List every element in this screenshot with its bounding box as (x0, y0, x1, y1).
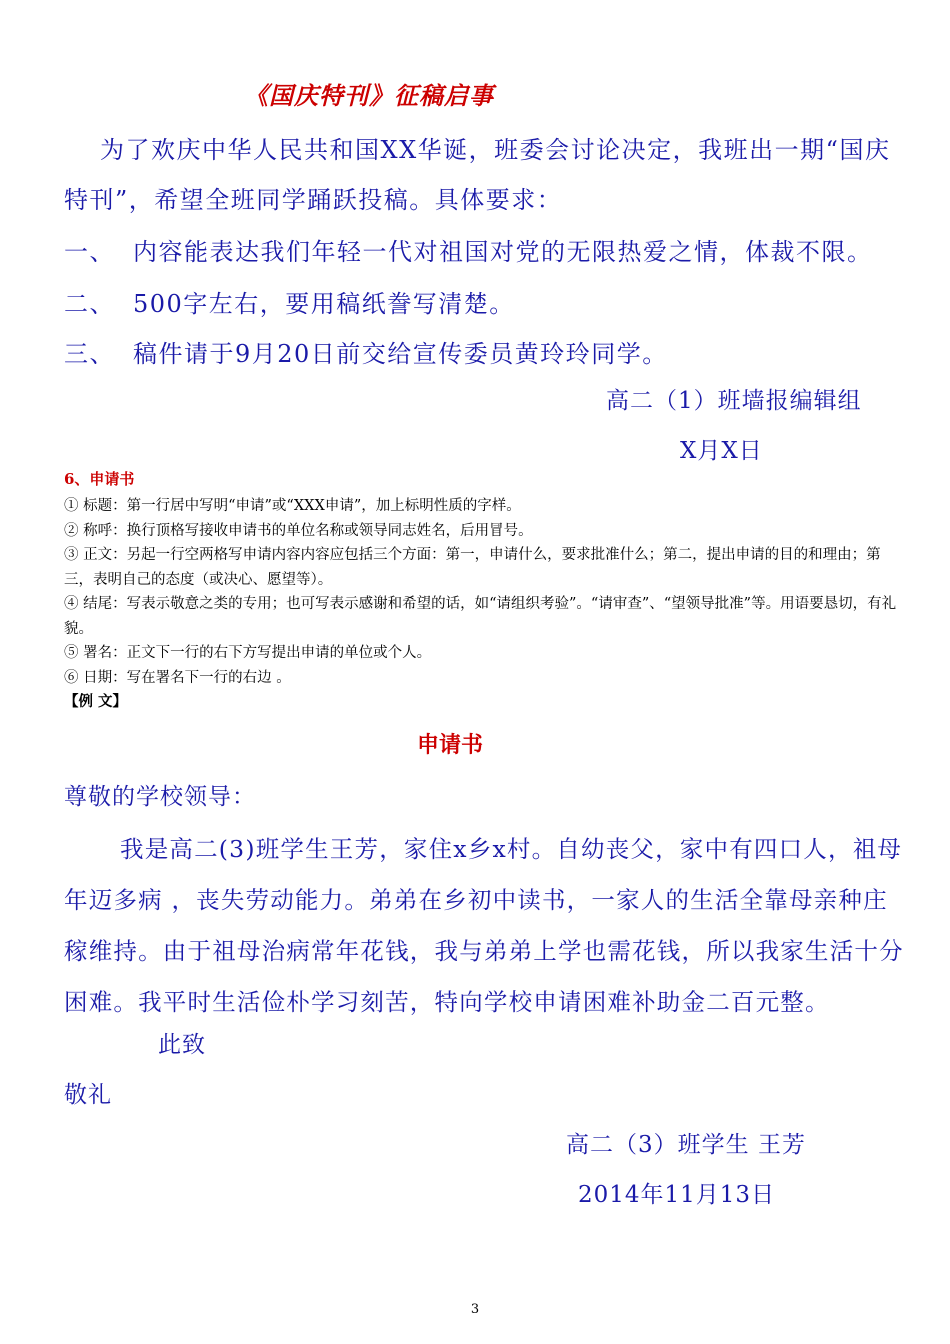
guide-item-signature: ⑤ 署名：正文下一行的右下方写提出申请的单位或个人。 (64, 645, 432, 661)
guide-item-title: ① 标题：第一行居中写明“申请”或“XXX申请”，加上标明性质的字样。 (64, 498, 521, 514)
guide-item-ending: ④ 结尾：写表示敬意之类的专用；也可写表示感谢和希望的话，如“请组织考验”。“请审查”、“望领导批准”等。用语要恳切，有礼貌。 (64, 596, 897, 637)
guide-item-date: ⑥ 日期：写在署名下一行的右边 。 (64, 669, 291, 686)
notice-item-3-number: 三、 (64, 340, 115, 368)
notice-item-2-text: 500字左右，要用稿纸誊写清楚。 (133, 290, 515, 318)
guide-heading: 6、申请书 (64, 470, 135, 488)
notice-item-3-text: 稿件请于9月20日前交给宣传委员黄玲玲同学。 (133, 340, 668, 368)
notice-title: 《国庆特刊》征稿启事 (244, 81, 494, 110)
notice-intro-line1: 为了欢庆中华人民共和国XX华诞，班委会讨论决定，我班出一期“国庆 (100, 136, 891, 164)
example-label: 【例 文】 (64, 693, 128, 710)
application-closing-1: 此致 (158, 1032, 206, 1058)
notice-item-1-text: 内容能表达我们年轻一代对祖国对党的无限热爱之情，体裁不限。 (133, 238, 873, 266)
notice-date: X月X日 (680, 438, 763, 464)
guide-item-salutation: ② 称呼：换行顶格写接收申请书的单位名称或领导同志姓名，后用冒号。 (64, 522, 533, 539)
application-date: 2014年11月13日 (578, 1182, 776, 1208)
page-number: 3 (470, 1302, 480, 1317)
guide-list (64, 494, 900, 715)
notice-signature: 高二（1）班墙报编辑组 (606, 388, 862, 414)
application-body: 我是高二(3)班学生王芳，家住x乡x村。自幼丧父，家中有四口人，祖母年迈多病 ，丧失劳动能力。弟弟在乡初中读书，一家人的生活全靠母亲种庄稼维持。由于祖母治病常年花钱，我与弟弟上学也需花钱，所以我家生活十分困难。我平时生活俭朴学习刻苦，特向学校申请困难补助金二百元整。 (64, 835, 904, 1016)
notice-item-2-number: 二、 (64, 290, 115, 318)
application-title: 申请书 (416, 733, 483, 758)
notice-intro-line2: 特刊”，希望全班同学踊跃投稿。具体要求： (64, 186, 563, 214)
application-signature: 高二（3）班学生 王芳 (566, 1132, 806, 1158)
application-closing-2: 敬礼 (64, 1082, 112, 1108)
application-salutation: 尊敬的学校领导： (64, 784, 256, 810)
notice-item-1-number: 一、 (64, 238, 115, 266)
guide-item-body: ③ 正文：另起一行空两格写申请内容内容应包括三个方面：第一，申请什么，要求批准什么；第二，提出申请的目的和理由；第三，表明自己的态度（或决心、愿望等）。 (64, 547, 881, 588)
